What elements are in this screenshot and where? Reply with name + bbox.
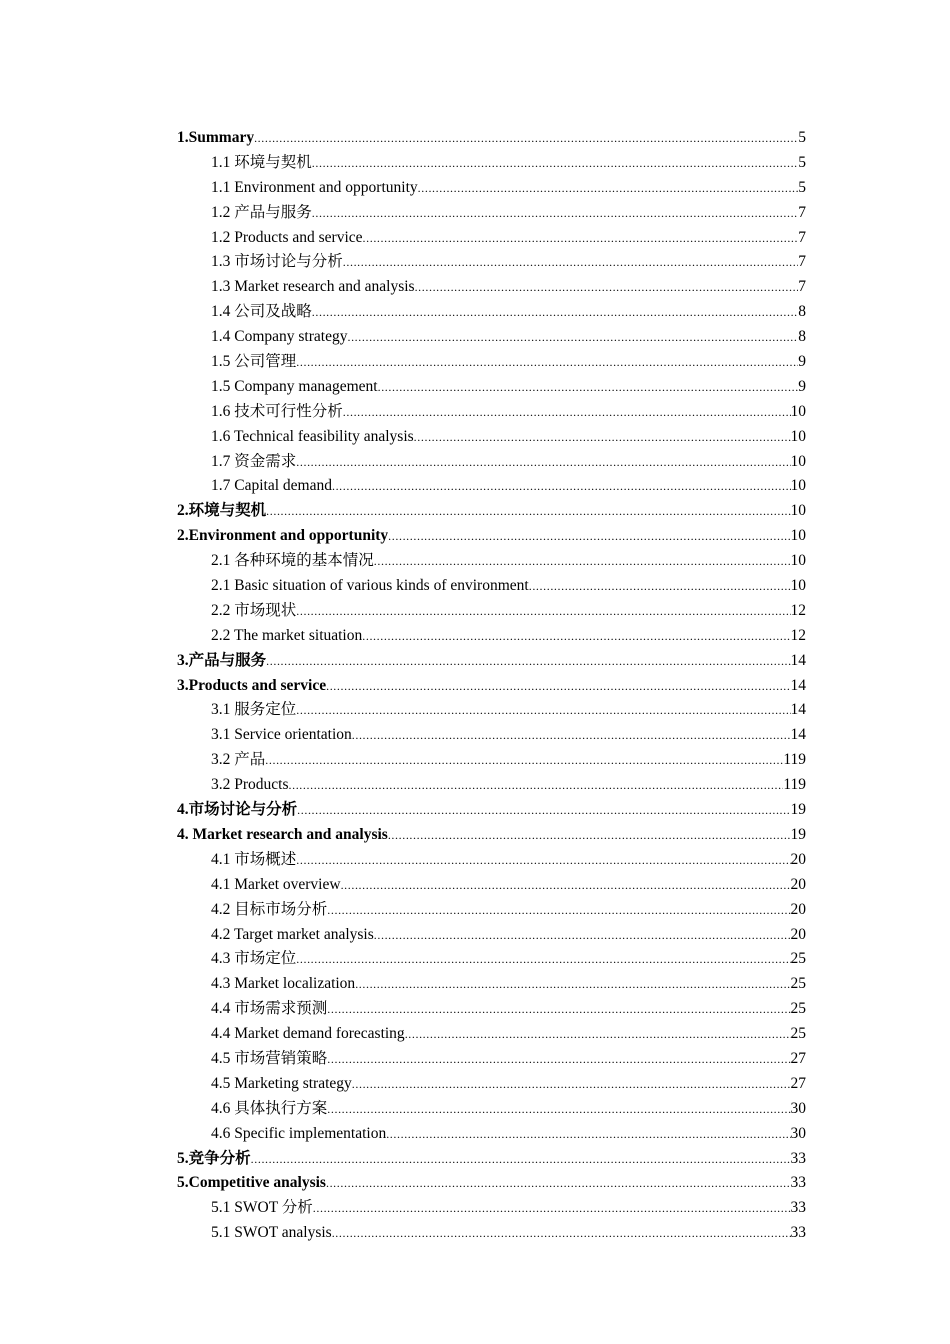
toc-entry-label: 2.环境与契机 xyxy=(177,502,267,520)
toc-subentry[interactable] xyxy=(177,773,806,798)
toc-subentry[interactable] xyxy=(177,549,806,574)
toc-entry-label: 1.5 公司管理 xyxy=(211,353,297,371)
toc-dot-leader xyxy=(332,1221,791,1246)
toc-dot-leader xyxy=(296,698,790,723)
toc-dot-leader xyxy=(529,574,791,599)
toc-page-number: 33 xyxy=(790,1149,806,1167)
toc-dot-leader xyxy=(388,823,791,848)
toc-page-number: 27 xyxy=(790,1049,806,1067)
toc-dot-leader xyxy=(265,748,783,773)
toc-page-number: 14 xyxy=(790,726,806,744)
toc-heading-entry[interactable] xyxy=(177,499,806,524)
toc-subentry[interactable] xyxy=(177,474,806,499)
toc-entry-label: 4.2 Target market analysis xyxy=(211,925,374,943)
toc-dot-leader xyxy=(405,1022,791,1047)
toc-subentry[interactable] xyxy=(177,848,806,873)
toc-subentry[interactable] xyxy=(177,226,806,251)
toc-entry-label: 1.4 Company strategy xyxy=(211,328,348,346)
toc-entry-label: 1.3 市场讨论与分析 xyxy=(211,253,343,271)
toc-dot-leader xyxy=(312,151,798,176)
toc-subentry[interactable] xyxy=(177,624,806,649)
toc-dot-leader xyxy=(363,226,799,251)
toc-dot-leader xyxy=(296,848,790,873)
toc-entry-label: 4.3 Market localization xyxy=(211,975,356,993)
toc-entry-label: 4. Market research and analysis xyxy=(177,825,388,843)
toc-page-number: 10 xyxy=(790,427,806,445)
toc-subentry[interactable] xyxy=(177,972,806,997)
toc-page-number: 25 xyxy=(790,1025,806,1043)
toc-dot-leader xyxy=(297,798,790,823)
toc-dot-leader xyxy=(388,524,790,549)
toc-entry-label: 5.Competitive analysis xyxy=(177,1174,326,1192)
toc-subentry[interactable] xyxy=(177,723,806,748)
toc-dot-leader xyxy=(266,499,790,524)
toc-entry-label: 4.2 目标市场分析 xyxy=(211,900,328,918)
toc-entry-label: 4.6 具体执行方案 xyxy=(211,1099,328,1117)
toc-dot-leader xyxy=(347,325,798,350)
toc-subentry[interactable] xyxy=(177,698,806,723)
toc-entry-label: 1.1 Environment and opportunity xyxy=(211,178,418,196)
toc-page-number: 10 xyxy=(790,577,806,595)
toc-subentry[interactable] xyxy=(177,1072,806,1097)
toc-dot-leader xyxy=(327,1047,790,1072)
toc-dot-leader xyxy=(352,723,791,748)
toc-page-number: 20 xyxy=(790,850,806,868)
toc-subentry[interactable] xyxy=(177,350,806,375)
toc-subentry[interactable] xyxy=(177,400,806,425)
toc-entry-label: 1.7 资金需求 xyxy=(211,452,297,470)
toc-entry-label: 1.6 Technical feasibility analysis xyxy=(211,427,414,445)
toc-subentry[interactable] xyxy=(177,151,806,176)
toc-dot-leader xyxy=(312,201,798,226)
toc-entry-label: 2.2 The market situation xyxy=(211,626,363,644)
toc-heading-entry[interactable] xyxy=(177,823,806,848)
toc-entry-label: 3.2 Products xyxy=(211,776,289,794)
toc-subentry[interactable] xyxy=(177,1221,806,1246)
toc-page-number: 8 xyxy=(798,303,806,321)
toc-page-number: 25 xyxy=(790,950,806,968)
toc-page-number: 12 xyxy=(790,601,806,619)
toc-dot-leader xyxy=(254,126,798,151)
toc-entry-label: 3.1 服务定位 xyxy=(211,701,297,719)
toc-heading-entry[interactable] xyxy=(177,649,806,674)
toc-heading-entry[interactable] xyxy=(177,798,806,823)
toc-subentry[interactable] xyxy=(177,201,806,226)
toc-page-number: 5 xyxy=(798,178,806,196)
toc-entry-label: 1.6 技术可行性分析 xyxy=(211,402,343,420)
toc-page-number: 30 xyxy=(790,1124,806,1142)
toc-page-number: 119 xyxy=(783,776,806,794)
toc-page-number: 10 xyxy=(790,477,806,495)
toc-entry-label: 5.1 SWOT 分析 xyxy=(211,1199,313,1217)
toc-subentry[interactable] xyxy=(177,275,806,300)
toc-dot-leader xyxy=(332,474,791,499)
toc-subentry[interactable] xyxy=(177,1122,806,1147)
toc-entry-label: 1.Summary xyxy=(177,129,255,146)
toc-entry-label: 4.5 市场营销策略 xyxy=(211,1049,328,1067)
toc-dot-leader xyxy=(326,674,790,699)
toc-entry-label: 3.Products and service xyxy=(177,676,327,694)
toc-subentry[interactable] xyxy=(177,1047,806,1072)
toc-subentry[interactable] xyxy=(177,748,806,773)
toc-subentry[interactable] xyxy=(177,450,806,475)
toc-entry-label: 1.3 Market research and analysis xyxy=(211,278,415,296)
toc-dot-leader xyxy=(355,972,790,997)
toc-dot-leader xyxy=(327,898,790,923)
toc-page-number: 25 xyxy=(790,975,806,993)
toc-dot-leader xyxy=(343,400,791,425)
toc-dot-leader xyxy=(352,1072,791,1097)
toc-page-number: 20 xyxy=(790,900,806,918)
toc-page-number: 14 xyxy=(790,701,806,719)
toc-entry-label: 2.1 Basic situation of various kinds of environment xyxy=(211,577,529,595)
toc-entry-label: 4.6 Specific implementation xyxy=(211,1124,387,1142)
toc-page-number: 33 xyxy=(790,1199,806,1217)
toc-page-number: 20 xyxy=(790,875,806,893)
toc-page-number: 8 xyxy=(798,328,806,346)
toc-subentry[interactable] xyxy=(177,325,806,350)
toc-entry-label: 1.2 Products and service xyxy=(211,228,363,246)
toc-entry-label: 5.1 SWOT analysis xyxy=(211,1224,332,1242)
toc-heading-entry[interactable] xyxy=(177,1171,806,1196)
toc-entry-label: 1.1 环境与契机 xyxy=(211,153,312,171)
toc-heading-entry[interactable] xyxy=(177,126,806,151)
toc-dot-leader xyxy=(386,1122,790,1147)
toc-page-number: 9 xyxy=(798,377,806,395)
toc-subentry[interactable] xyxy=(177,873,806,898)
toc-subentry[interactable] xyxy=(177,1022,806,1047)
toc-subentry[interactable] xyxy=(177,997,806,1022)
toc-entry-label: 4.1 Market overview xyxy=(211,875,341,893)
toc-entry-label: 4.市场讨论与分析 xyxy=(177,801,298,819)
toc-page-number: 10 xyxy=(790,527,806,545)
toc-page-number: 10 xyxy=(790,452,806,470)
toc-page-number: 10 xyxy=(790,502,806,520)
toc-subentry[interactable] xyxy=(177,176,806,201)
toc-dot-leader xyxy=(327,997,790,1022)
toc-entry-label: 1.2 产品与服务 xyxy=(211,203,312,221)
toc-dot-leader xyxy=(266,649,790,674)
toc-subentry[interactable] xyxy=(177,574,806,599)
toc-dot-leader xyxy=(296,599,790,624)
toc-dot-leader xyxy=(415,275,799,300)
toc-page-number: 10 xyxy=(790,402,806,420)
toc-entry-label: 5.竞争分析 xyxy=(177,1149,251,1167)
toc-entry-label: 4.4 市场需求预测 xyxy=(211,1000,328,1018)
toc-entry-label: 1.7 Capital demand xyxy=(211,477,332,495)
toc-dot-leader xyxy=(343,250,798,275)
toc-dot-leader xyxy=(251,1147,791,1172)
toc-subentry[interactable] xyxy=(177,425,806,450)
toc-page-number: 5 xyxy=(798,153,806,171)
toc-subentry[interactable] xyxy=(177,923,806,948)
toc-heading-entry[interactable] xyxy=(177,674,806,699)
toc-entry-label: 4.3 市场定位 xyxy=(211,950,297,968)
toc-page-number: 33 xyxy=(790,1224,806,1242)
toc-entry-label: 3.2 产品 xyxy=(211,751,266,769)
toc-entry-label: 2.2 市场现状 xyxy=(211,601,297,619)
toc-entry-label: 2.1 各种环境的基本情况 xyxy=(211,552,374,570)
toc-page-number: 5 xyxy=(798,129,806,146)
toc-subentry[interactable] xyxy=(177,375,806,400)
table-of-contents xyxy=(177,126,806,1246)
toc-dot-leader xyxy=(418,176,799,201)
toc-subentry[interactable] xyxy=(177,599,806,624)
toc-dot-leader xyxy=(326,1171,791,1196)
toc-dot-leader xyxy=(296,947,790,972)
toc-heading-entry[interactable] xyxy=(177,524,806,549)
toc-entry-label: 1.5 Company management xyxy=(211,377,378,395)
toc-subentry[interactable] xyxy=(177,1196,806,1221)
toc-page-number: 14 xyxy=(790,651,806,669)
toc-subentry[interactable] xyxy=(177,1097,806,1122)
toc-page-number: 19 xyxy=(790,801,806,819)
toc-dot-leader xyxy=(312,300,798,325)
toc-dot-leader xyxy=(374,923,791,948)
toc-page-number: 14 xyxy=(790,676,806,694)
toc-subentry[interactable] xyxy=(177,947,806,972)
toc-page-number: 20 xyxy=(790,925,806,943)
toc-heading-entry[interactable] xyxy=(177,1147,806,1172)
toc-subentry[interactable] xyxy=(177,898,806,923)
toc-entry-label: 4.1 市场概述 xyxy=(211,850,297,868)
toc-entry-label: 4.5 Marketing strategy xyxy=(211,1074,352,1092)
toc-page-number: 25 xyxy=(790,1000,806,1018)
toc-page-number: 119 xyxy=(783,751,806,769)
toc-subentry[interactable] xyxy=(177,250,806,275)
toc-entry-label: 3.1 Service orientation xyxy=(211,726,352,744)
toc-dot-leader xyxy=(374,549,791,574)
toc-dot-leader xyxy=(296,450,790,475)
toc-page-number: 9 xyxy=(798,353,806,371)
toc-dot-leader xyxy=(362,624,790,649)
toc-dot-leader xyxy=(289,773,784,798)
toc-entry-label: 3.产品与服务 xyxy=(177,651,267,669)
toc-page-number: 27 xyxy=(790,1074,806,1092)
toc-dot-leader xyxy=(313,1196,791,1221)
toc-dot-leader xyxy=(341,873,791,898)
toc-page-number: 19 xyxy=(790,825,806,843)
toc-dot-leader xyxy=(296,350,798,375)
toc-dot-leader xyxy=(414,425,791,450)
toc-subentry[interactable] xyxy=(177,300,806,325)
toc-page-number: 7 xyxy=(798,278,806,296)
toc-page-number: 33 xyxy=(790,1174,806,1192)
toc-page-number: 10 xyxy=(790,552,806,570)
toc-page-number: 7 xyxy=(798,228,806,246)
toc-page-number: 12 xyxy=(790,626,806,644)
toc-entry-label: 4.4 Market demand forecasting xyxy=(211,1025,405,1043)
toc-dot-leader xyxy=(378,375,799,400)
toc-entry-label: 1.4 公司及战略 xyxy=(211,303,312,321)
toc-dot-leader xyxy=(327,1097,790,1122)
toc-entry-label: 2.Environment and opportunity xyxy=(177,527,389,545)
toc-page-number: 7 xyxy=(798,203,806,221)
toc-page-number: 30 xyxy=(790,1099,806,1117)
toc-page-number: 7 xyxy=(798,253,806,271)
